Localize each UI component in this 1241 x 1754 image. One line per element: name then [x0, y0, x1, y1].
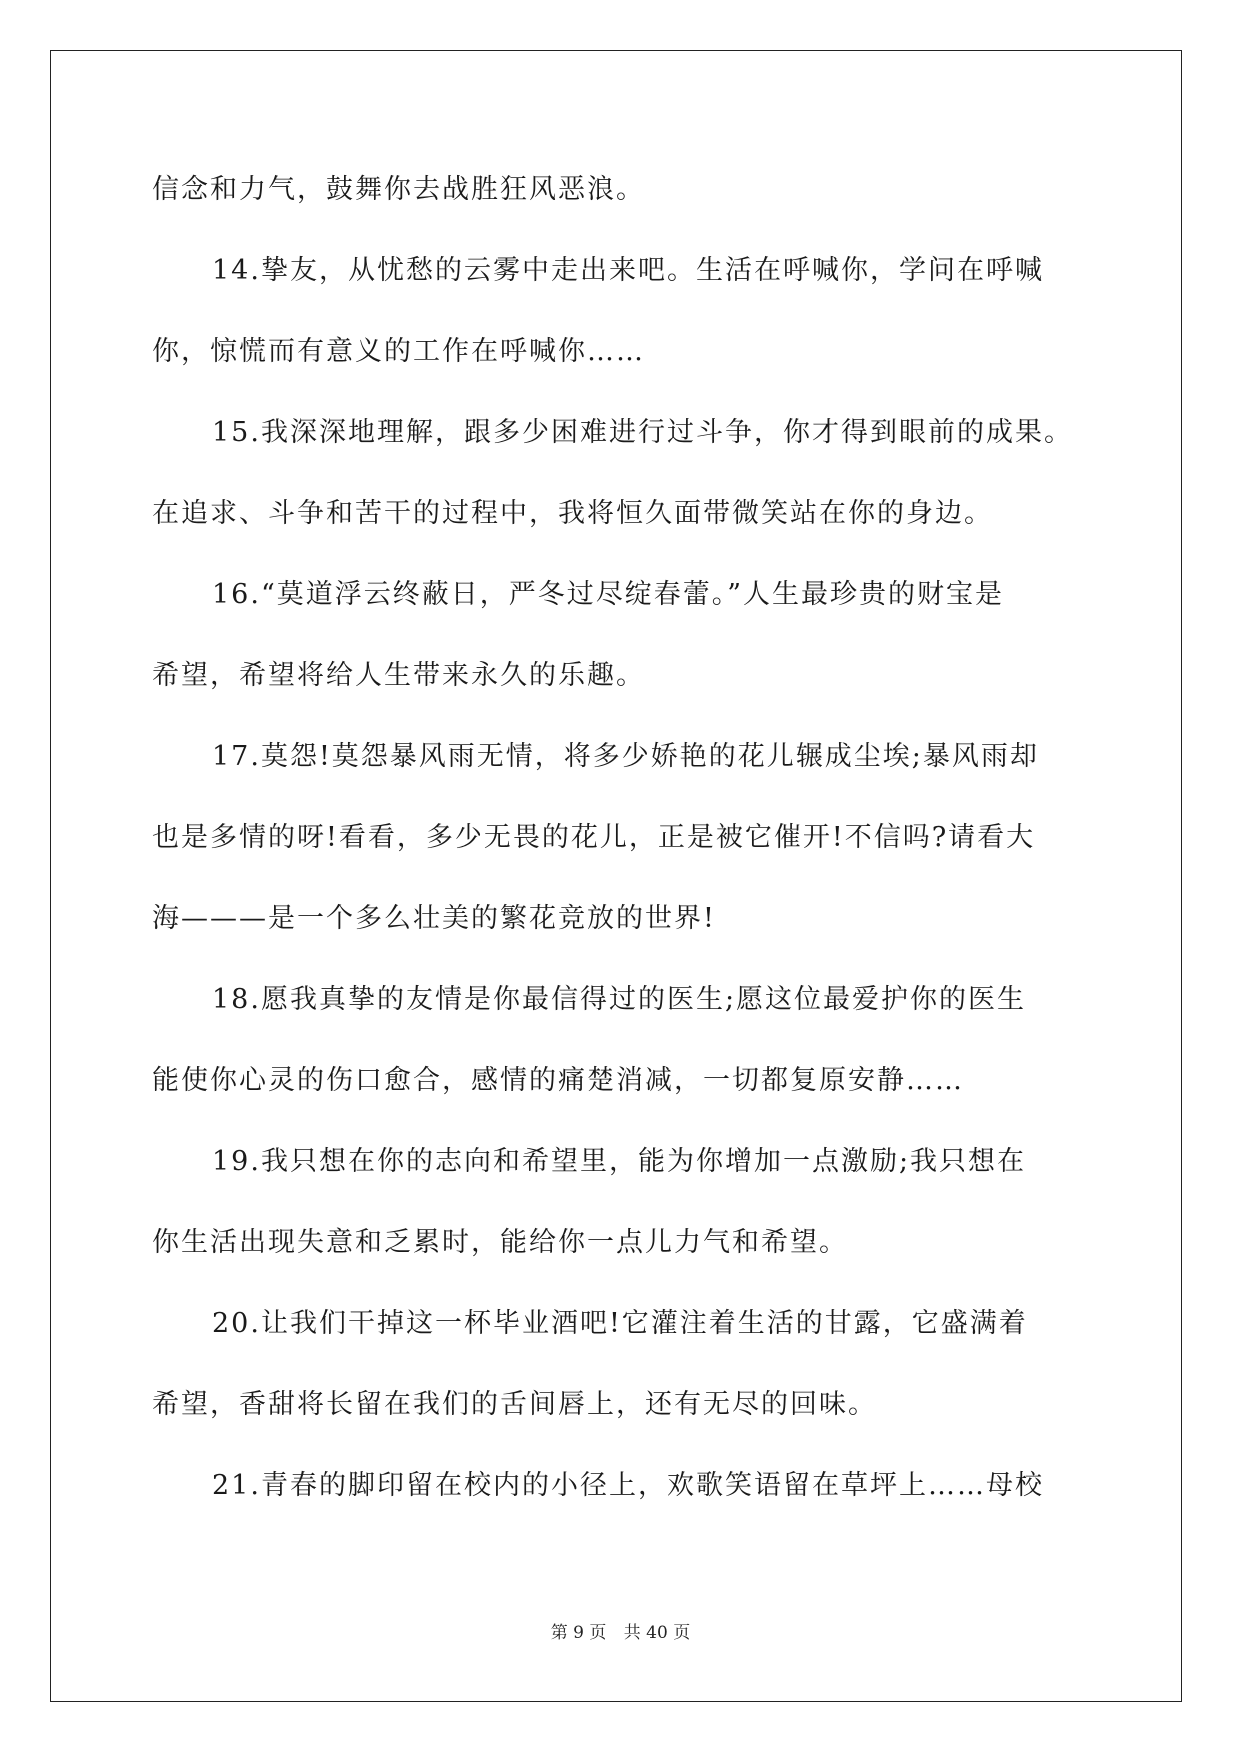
text-line-9: 也是多情的呀!看看，多少无畏的花儿，正是被它催开!不信吗?请看大	[152, 822, 1036, 853]
text-line-4: 15.我深深地理解，跟多少困难进行过斗争，你才得到眼前的成果。	[212, 417, 1073, 448]
text-line-16: 希望，香甜将长留在我们的舌间唇上，还有无尽的回味。	[152, 1389, 877, 1420]
page-number: 第 9 页	[550, 1623, 607, 1643]
text-line-8: 17.莫怨!莫怨暴风雨无情，将多少娇艳的花儿辗成尘埃;暴风雨却	[212, 741, 1039, 772]
text-line-5: 在追求、斗争和苦干的过程中，我将恒久面带微笑站在你的身边。	[152, 498, 993, 529]
page-border	[50, 50, 1182, 1702]
text-line-12: 能使你心灵的伤口愈合，感情的痛楚消减，一切都复原安静……	[152, 1065, 964, 1096]
text-line-6: 16.“莫道浮云终蔽日，严冬过尽绽春蕾。”人生最珍贵的财宝是	[212, 579, 1005, 610]
text-line-17: 21.青春的脚印留在校内的小径上，欢歌笑语留在草坪上……母校	[212, 1470, 1044, 1501]
text-line-13: 19.我只想在你的志向和希望里，能为你增加一点激励;我只想在	[212, 1146, 1027, 1177]
text-line-7: 希望，希望将给人生带来永久的乐趣。	[152, 660, 645, 691]
text-line-1: 信念和力气，鼓舞你去战胜狂风恶浪。	[152, 174, 645, 205]
text-line-10: 海———是一个多么壮美的繁花竞放的世界!	[152, 903, 716, 934]
page-total: 共 40 页	[623, 1623, 691, 1643]
text-line-2: 14.挚友，从忧愁的云雾中走出来吧。生活在呼喊你，学问在呼喊	[212, 255, 1044, 286]
text-line-14: 你生活出现失意和乏累时，能给你一点儿力气和希望。	[152, 1227, 848, 1258]
text-line-3: 你，惊慌而有意义的工作在呼喊你……	[152, 336, 645, 367]
text-line-11: 18.愿我真挚的友情是你最信得过的医生;愿这位最爱护你的医生	[212, 984, 1027, 1015]
text-line-15: 20.让我们干掉这一杯毕业酒吧!它灌注着生活的甘露，它盛满着	[212, 1308, 1028, 1339]
page-footer	[0, 1618, 1241, 1643]
